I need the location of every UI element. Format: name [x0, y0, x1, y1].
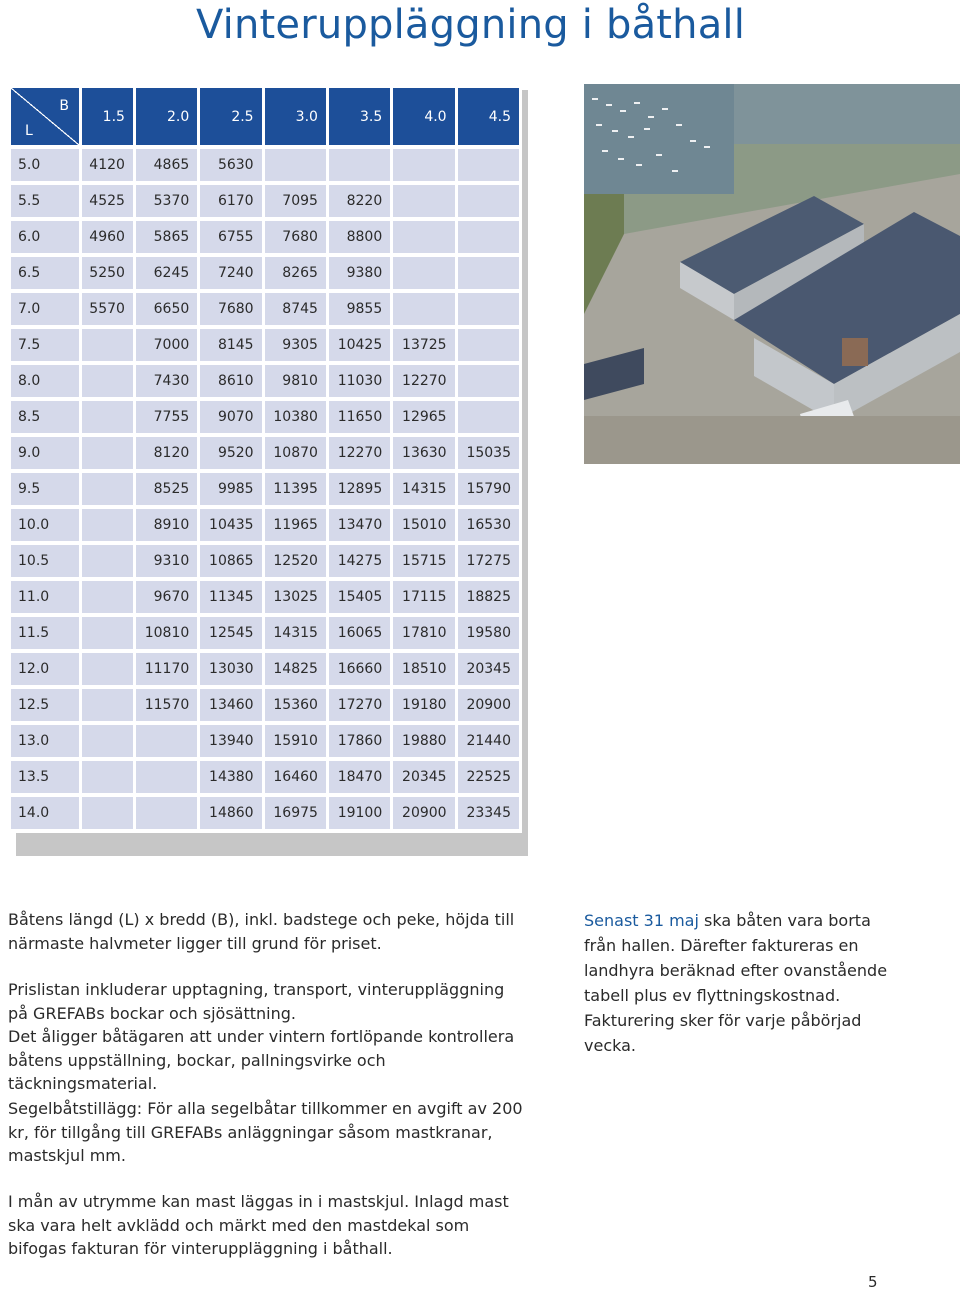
pricelist-includes-text: Prislistan inkluderar upptagning, transport, vinteruppläggning på GREFABs bockar och sjösättning. [8, 980, 505, 1023]
price-cell [82, 689, 133, 721]
price-cell: 8610 [200, 365, 261, 397]
price-cell: 6650 [136, 293, 197, 325]
price-cell: 13025 [265, 581, 326, 613]
price-cell: 16975 [265, 797, 326, 829]
price-cell: 9380 [329, 257, 390, 289]
price-cell [458, 221, 519, 253]
price-cell: 15715 [393, 545, 454, 577]
price-cell [82, 545, 133, 577]
price-cell: 15405 [329, 581, 390, 613]
price-cell [136, 797, 197, 829]
price-cell: 8145 [200, 329, 261, 361]
price-cell: 7240 [200, 257, 261, 289]
price-cell: 9810 [265, 365, 326, 397]
price-cell [82, 401, 133, 433]
price-cell: 5250 [82, 257, 133, 289]
price-cell: 14825 [265, 653, 326, 685]
price-cell: 19180 [393, 689, 454, 721]
row-length-label: 11.5 [11, 617, 79, 649]
price-cell: 20345 [458, 653, 519, 685]
price-cell [458, 293, 519, 325]
table-row [11, 473, 519, 505]
price-cell: 6170 [200, 185, 261, 217]
price-cell: 8220 [329, 185, 390, 217]
price-cell: 10435 [200, 509, 261, 541]
price-cell: 11030 [329, 365, 390, 397]
price-cell [458, 365, 519, 397]
table-row [11, 545, 519, 577]
sailboat-surcharge-block [8, 1097, 528, 1168]
boat-hall-aerial-photo [584, 84, 960, 464]
price-cell: 11395 [265, 473, 326, 505]
price-cell: 20900 [393, 797, 454, 829]
price-cell: 7430 [136, 365, 197, 397]
row-length-label: 9.0 [11, 437, 79, 469]
price-cell: 4960 [82, 221, 133, 253]
row-length-label: 10.5 [11, 545, 79, 577]
price-cell [329, 149, 390, 181]
price-cell: 6245 [136, 257, 197, 289]
price-cell: 22525 [458, 761, 519, 793]
row-length-label: 9.5 [11, 473, 79, 505]
table-row [11, 437, 519, 469]
price-cell [82, 509, 133, 541]
price-cell: 10865 [200, 545, 261, 577]
price-cell: 14315 [393, 473, 454, 505]
price-cell [458, 329, 519, 361]
price-cell: 16530 [458, 509, 519, 541]
price-cell: 14275 [329, 545, 390, 577]
price-cell [393, 185, 454, 217]
row-length-label: 6.5 [11, 257, 79, 289]
table-body [11, 149, 519, 829]
row-length-label: 14.0 [11, 797, 79, 829]
price-cell [82, 581, 133, 613]
column-header: 4.5 [458, 88, 519, 145]
table-row [11, 149, 519, 181]
price-cell: 17810 [393, 617, 454, 649]
price-cell: 15790 [458, 473, 519, 505]
price-cell [458, 149, 519, 181]
row-length-label: 8.0 [11, 365, 79, 397]
removal-deadline-text [584, 908, 904, 1058]
table-header-row [11, 88, 519, 145]
price-cell: 15910 [265, 725, 326, 757]
price-cell: 11650 [329, 401, 390, 433]
price-cell: 15035 [458, 437, 519, 469]
row-length-label: 5.0 [11, 149, 79, 181]
price-cell: 5865 [136, 221, 197, 253]
price-cell: 5370 [136, 185, 197, 217]
price-cell: 4525 [82, 185, 133, 217]
price-cell: 12895 [329, 473, 390, 505]
price-cell [82, 617, 133, 649]
price-cell: 8910 [136, 509, 197, 541]
table-row [11, 509, 519, 541]
price-cell: 9520 [200, 437, 261, 469]
price-cell: 12270 [329, 437, 390, 469]
price-cell [393, 221, 454, 253]
price-cell: 8265 [265, 257, 326, 289]
price-cell: 13630 [393, 437, 454, 469]
price-cell: 8745 [265, 293, 326, 325]
price-cell [82, 329, 133, 361]
table-row [11, 761, 519, 793]
price-cell: 21440 [458, 725, 519, 757]
price-cell: 12965 [393, 401, 454, 433]
row-length-label: 13.0 [11, 725, 79, 757]
price-cell [393, 293, 454, 325]
price-cell: 20345 [393, 761, 454, 793]
column-header: 3.0 [265, 88, 326, 145]
column-header: 1.5 [82, 88, 133, 145]
price-cell: 6755 [200, 221, 261, 253]
price-cell: 9985 [200, 473, 261, 505]
row-length-label: 5.5 [11, 185, 79, 217]
price-cell [82, 365, 133, 397]
price-cell: 10810 [136, 617, 197, 649]
row-length-label: 6.0 [11, 221, 79, 253]
column-header: 3.5 [329, 88, 390, 145]
price-cell: 11345 [200, 581, 261, 613]
price-cell: 18510 [393, 653, 454, 685]
size-pricing-text: Båtens längd (L) x bredd (B), inkl. badstege och peke, höjda till närmaste halvmeter ligger till grund för priset. [8, 910, 515, 953]
price-cell: 9305 [265, 329, 326, 361]
price-cell: 18825 [458, 581, 519, 613]
row-length-label: 10.0 [11, 509, 79, 541]
price-cell: 7755 [136, 401, 197, 433]
price-cell: 8800 [329, 221, 390, 253]
price-cell: 19880 [393, 725, 454, 757]
mast-storage-block [8, 1190, 528, 1261]
table-row [11, 689, 519, 721]
price-cell: 7000 [136, 329, 197, 361]
price-cell: 16065 [329, 617, 390, 649]
price-cell: 10380 [265, 401, 326, 433]
price-cell: 5570 [82, 293, 133, 325]
price-cell: 13030 [200, 653, 261, 685]
price-cell: 17115 [393, 581, 454, 613]
mast-storage-text: I mån av utrymme kan mast läggas in i mastskjul. Inlagd mast ska vara helt avklädd och märkt med den mastdekal som bifogas fakturan för vinteruppläggning i båthall. [8, 1192, 509, 1258]
text-column-right [584, 908, 904, 1058]
price-cell: 5630 [200, 149, 261, 181]
deadline-details: ska båten vara borta från hallen. Därefter faktureras en landhyra beräknad efter ovanstående tabell plus ev flyttningskostnad. Fakturering sker för varje påbörjad vecka. [584, 911, 888, 1055]
price-cell [136, 725, 197, 757]
table-row [11, 797, 519, 829]
length-axis-label: L [25, 123, 33, 139]
price-cell [458, 257, 519, 289]
deadline-date: Senast 31 maj [584, 911, 699, 930]
price-cell [265, 149, 326, 181]
price-cell [393, 149, 454, 181]
price-cell: 12270 [393, 365, 454, 397]
price-cell: 17860 [329, 725, 390, 757]
price-cell: 16660 [329, 653, 390, 685]
price-cell [458, 185, 519, 217]
price-cell: 17275 [458, 545, 519, 577]
price-cell: 13460 [200, 689, 261, 721]
price-cell: 19100 [329, 797, 390, 829]
sailboat-surcharge-text: Segelbåtstillägg: För alla segelbåtar tillkommer en avgift av 200 kr, för tillgång till GREFABs anläggningar såsom mastkranar, mastskjul mm. [8, 1099, 523, 1165]
price-table [8, 84, 522, 833]
row-length-label: 8.5 [11, 401, 79, 433]
page-number: 5 [868, 1273, 878, 1291]
table-row [11, 329, 519, 361]
column-header: 2.0 [136, 88, 197, 145]
table-row [11, 221, 519, 253]
price-cell: 18470 [329, 761, 390, 793]
price-cell: 14315 [265, 617, 326, 649]
price-cell: 13725 [393, 329, 454, 361]
price-cell: 17270 [329, 689, 390, 721]
row-length-label: 7.5 [11, 329, 79, 361]
price-cell: 10870 [265, 437, 326, 469]
column-header: 2.5 [200, 88, 261, 145]
price-cell [82, 725, 133, 757]
price-cell: 12520 [265, 545, 326, 577]
table-row [11, 185, 519, 217]
price-cell: 10425 [329, 329, 390, 361]
price-cell [136, 761, 197, 793]
price-cell: 8525 [136, 473, 197, 505]
table-row [11, 365, 519, 397]
table-row [11, 257, 519, 289]
price-cell [82, 473, 133, 505]
column-header: 4.0 [393, 88, 454, 145]
price-cell: 13940 [200, 725, 261, 757]
price-cell: 9070 [200, 401, 261, 433]
table-row [11, 581, 519, 613]
price-cell: 14380 [200, 761, 261, 793]
price-cell: 7680 [200, 293, 261, 325]
price-cell: 9310 [136, 545, 197, 577]
price-cell [82, 653, 133, 685]
price-cell [82, 761, 133, 793]
corner-cell [11, 88, 79, 145]
price-cell: 15010 [393, 509, 454, 541]
row-length-label: 7.0 [11, 293, 79, 325]
price-cell: 7095 [265, 185, 326, 217]
price-cell: 13470 [329, 509, 390, 541]
price-cell [82, 797, 133, 829]
price-cell [82, 437, 133, 469]
table-row [11, 617, 519, 649]
price-cell: 19580 [458, 617, 519, 649]
width-axis-label: B [59, 98, 69, 114]
price-cell [393, 257, 454, 289]
row-length-label: 13.5 [11, 761, 79, 793]
table-row [11, 653, 519, 685]
table-row [11, 725, 519, 757]
price-cell: 15360 [265, 689, 326, 721]
text-column-left [8, 908, 528, 1096]
price-cell: 11170 [136, 653, 197, 685]
price-cell: 8120 [136, 437, 197, 469]
price-cell: 20900 [458, 689, 519, 721]
price-cell: 4120 [82, 149, 133, 181]
table-row [11, 401, 519, 433]
row-length-label: 12.5 [11, 689, 79, 721]
price-cell: 14860 [200, 797, 261, 829]
price-cell: 11965 [265, 509, 326, 541]
price-cell: 12545 [200, 617, 261, 649]
price-cell [458, 401, 519, 433]
page-title: Vinteruppläggning i båthall [196, 2, 746, 48]
row-length-label: 12.0 [11, 653, 79, 685]
price-cell: 23345 [458, 797, 519, 829]
price-cell: 16460 [265, 761, 326, 793]
row-length-label: 11.0 [11, 581, 79, 613]
price-cell: 4865 [136, 149, 197, 181]
price-cell: 9855 [329, 293, 390, 325]
price-cell: 9670 [136, 581, 197, 613]
table-row [11, 293, 519, 325]
price-cell: 11570 [136, 689, 197, 721]
owner-responsibility-text: Det åligger båtägaren att under vintern fortlöpande kontrollera båtens uppställning, bockar, pallningsvirke och täckningsmaterial. [8, 1027, 515, 1093]
price-cell: 7680 [265, 221, 326, 253]
